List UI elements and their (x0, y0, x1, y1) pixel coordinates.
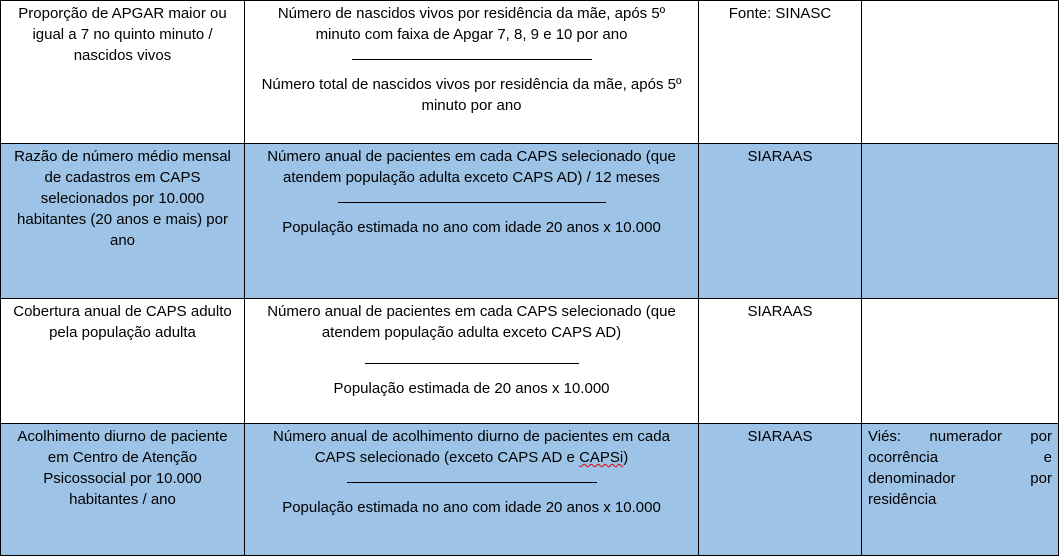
indicator-cell (1, 299, 245, 424)
source-text: SIARAAS (747, 148, 813, 165)
notes-line: Viés: numerador por (868, 428, 1052, 445)
source-text: SIARAAS (747, 428, 813, 445)
source-cell (699, 424, 862, 556)
source-cell (699, 299, 862, 424)
notes-cell (862, 1, 1059, 144)
fraction-line (365, 363, 579, 364)
denominator-text: População estimada no ano com idade 20 anos x 10.000 (282, 219, 661, 236)
numerator-part: Número anual de acolhimento diurno de pacientes em cada CAPS selecionado (exceto CAPS AD e (273, 428, 670, 466)
denominator-text: População estimada de 20 anos x 10.000 (333, 380, 610, 397)
formula-cell (245, 144, 699, 299)
table-row (1, 144, 1059, 299)
source-text: SIARAAS (747, 303, 813, 320)
denominator-text: População estimada no ano com idade 20 anos x 10.000 (282, 499, 661, 516)
indicator-text: Proporção de APGAR maior ou igual a 7 no quinto minuto / nascidos vivos (18, 5, 227, 64)
numerator-part: ) (623, 449, 629, 466)
notes-line: ocorrência e (868, 449, 1052, 466)
indicator-cell (1, 1, 245, 144)
table-row (1, 299, 1059, 424)
indicator-text: Cobertura anual de CAPS adulto pela população adulta (13, 303, 232, 341)
numerator-text: Número de nascidos vivos por residência da mãe, após 5º minuto com faixa de Apgar 7, 8, 9 e 10 por ano (277, 5, 666, 43)
notes-line: residência (868, 491, 937, 508)
formula-cell (245, 424, 699, 556)
spellcheck-flagged-word: CAPSi (579, 449, 624, 466)
source-cell (699, 144, 862, 299)
notes-cell (862, 144, 1059, 299)
fraction-line (338, 202, 606, 203)
indicator-cell (1, 424, 245, 556)
numerator-text: Número anual de pacientes em cada CAPS selecionado (que atendem população adulta exceto CAPS AD) / 12 meses (267, 148, 676, 186)
notes-cell (862, 424, 1059, 556)
table-row (1, 1, 1059, 144)
numerator-text (251, 426, 692, 468)
indicator-text: Acolhimento diurno de paciente em Centro de Atenção Psicossocial por 10.000 habitantes / ano (17, 428, 228, 508)
denominator-text: Número total de nascidos vivos por residência da mãe, após 5º minuto por ano (261, 76, 682, 114)
notes-cell (862, 299, 1059, 424)
fraction-line (352, 59, 592, 60)
indicator-cell (1, 144, 245, 299)
fraction-line (347, 482, 597, 483)
numerator-text: Número anual de pacientes em cada CAPS selecionado (que atendem população adulta exceto CAPS AD) (267, 303, 676, 341)
indicator-text: Razão de número médio mensal de cadastros em CAPS selecionados por 10.000 habitantes (20 anos e mais) por ano (14, 148, 231, 249)
formula-cell (245, 1, 699, 144)
formula-cell (245, 299, 699, 424)
source-text: Fonte: SINASC (728, 5, 832, 22)
notes-line: denominador por (868, 470, 1052, 487)
table-row (1, 424, 1059, 556)
source-cell (699, 1, 862, 144)
